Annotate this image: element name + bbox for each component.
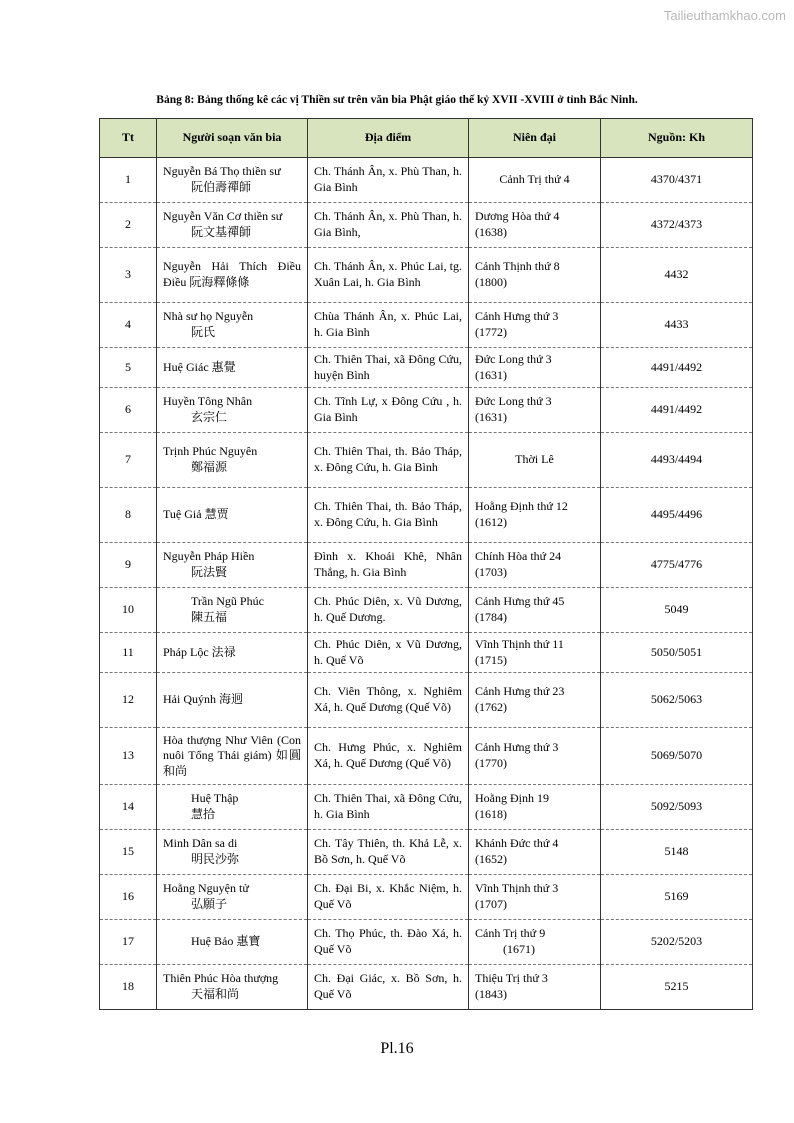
cell-author [157, 673, 308, 728]
row-number: 12 [122, 692, 134, 707]
source-code: 5148 [664, 844, 689, 859]
author-name: Trịnh Phúc Nguyên [163, 444, 258, 459]
cell-author [157, 588, 308, 633]
source-code: 5062/5063 [650, 692, 703, 707]
author-name: Huệ Thập [191, 791, 239, 806]
cell-tt [100, 488, 157, 543]
era-text: Chính Hòa thứ 24 [475, 549, 562, 564]
cell-author [157, 303, 308, 348]
source-code: 4372/4373 [650, 217, 703, 232]
cell-era [469, 203, 601, 248]
cell-location [308, 588, 469, 633]
cell-tt [100, 920, 157, 965]
table-caption: Bảng 8: Bảng thống kê các vị Thiền sư trên văn bia Phật giáo thế kỷ XVII -XVIII ở tỉnh Bắc Ninh. [156, 94, 638, 106]
cell-tt [100, 830, 157, 875]
thien-su-table [99, 118, 753, 1010]
cell-era [469, 673, 601, 728]
location-text: Ch. Thánh Ân, x. Phúc Lai, tg. Xuân Lai, h. Gia Bình [314, 259, 462, 289]
author-name: Nguyễn Hải Thích Điều Điều [163, 259, 301, 289]
cell-location [308, 488, 469, 543]
cell-tt [100, 965, 157, 1010]
source-code: 4432 [664, 267, 689, 282]
cell-era [469, 158, 601, 203]
cell-era [469, 303, 601, 348]
cell-author [157, 830, 308, 875]
cell-tt [100, 433, 157, 488]
cell-location [308, 673, 469, 728]
row-number: 7 [125, 452, 131, 467]
table-row [100, 588, 753, 633]
author-han: 陳五福 [191, 610, 228, 624]
table-row [100, 830, 753, 875]
cell-era [469, 785, 601, 830]
era-text: Đức Long thứ 3 [475, 394, 552, 409]
author-han: 阮伯壽禪師 [191, 180, 252, 194]
cell-tt [100, 158, 157, 203]
row-number: 18 [122, 979, 134, 994]
location-text: Đình x. Khoái Khê, Nhân Thắng, h. Gia Bình [314, 549, 462, 579]
cell-location [308, 633, 469, 673]
page-number: Pl.16 [380, 1040, 414, 1057]
era-text: Khánh Đức thứ 4 [475, 836, 559, 851]
era-year: (1772) [475, 325, 507, 339]
cell-author [157, 348, 308, 388]
era-text: Cảnh Hưng thứ 3 [475, 740, 559, 755]
watermark: Tailieuthamkhao.com [663, 8, 786, 23]
header-tt: Tt [100, 119, 157, 158]
era-text: Hoằng Định thứ 12 [475, 499, 568, 514]
cell-source [601, 830, 753, 875]
row-number: 15 [122, 844, 134, 859]
cell-source [601, 158, 753, 203]
source-code: 5069/5070 [650, 748, 703, 763]
location-text: Ch. Hưng Phúc, x. Nghiêm Xá, h. Quế Dương (Quế Võ) [314, 740, 462, 770]
author-name: Huệ Giác [163, 359, 209, 374]
table-header-row [100, 119, 753, 158]
cell-location [308, 965, 469, 1010]
cell-era [469, 433, 601, 488]
cell-source [601, 728, 753, 785]
cell-era [469, 248, 601, 303]
cell-source [601, 588, 753, 633]
table-row [100, 388, 753, 433]
era-text: Vĩnh Thịnh thứ 3 [475, 881, 559, 896]
era-year: (1612) [475, 515, 507, 529]
era-year: (1631) [475, 410, 507, 424]
era-year: (1784) [475, 610, 507, 624]
cell-location [308, 158, 469, 203]
author-name: Trần Ngũ Phúc [191, 594, 264, 609]
cell-source [601, 303, 753, 348]
cell-author [157, 543, 308, 588]
cell-source [601, 388, 753, 433]
row-number: 17 [122, 934, 134, 949]
source-code: 5215 [664, 979, 689, 994]
cell-era [469, 965, 601, 1010]
author-han: 阮海釋條條 [189, 275, 250, 289]
era-text: Cảnh Hưng thứ 23 [475, 684, 565, 699]
table-row [100, 673, 753, 728]
row-number: 13 [122, 748, 134, 763]
table-row [100, 728, 753, 785]
row-number: 3 [125, 267, 131, 282]
source-code: 4491/4492 [650, 359, 703, 374]
cell-author [157, 965, 308, 1010]
cell-location [308, 875, 469, 920]
header-era: Niên đại [469, 119, 601, 158]
cell-tt [100, 348, 157, 388]
era-text: Dương Hòa thứ 4 [475, 209, 560, 224]
location-text: Ch. Thiên Thai, th. Bảo Tháp, x. Đông Cứu, h. Gia Bình [314, 499, 462, 529]
location-text: Ch. Thọ Phúc, th. Đào Xá, h. Quế Võ [314, 926, 462, 956]
cell-location [308, 785, 469, 830]
cell-era [469, 633, 601, 673]
cell-source [601, 875, 753, 920]
era-year: (1631) [475, 367, 507, 382]
cell-source [601, 673, 753, 728]
author-han: 弘願子 [191, 897, 228, 911]
era-year: (1652) [475, 852, 507, 866]
cell-era [469, 588, 601, 633]
row-number: 14 [122, 799, 134, 814]
table-row [100, 965, 753, 1010]
location-text: Ch. Viên Thông, x. Nghiêm Xá, h. Quế Dương (Quế Võ) [314, 684, 462, 714]
cell-author [157, 728, 308, 785]
author-han: 鄭福源 [191, 460, 228, 474]
row-number: 9 [125, 557, 131, 572]
cell-era [469, 875, 601, 920]
row-number: 1 [125, 172, 131, 187]
source-code: 5169 [664, 889, 689, 904]
author-name: Thiên Phúc Hòa thượng [163, 971, 279, 986]
table-row [100, 348, 753, 388]
source-code: 5050/5051 [650, 644, 703, 659]
cell-source [601, 965, 753, 1010]
cell-era [469, 488, 601, 543]
cell-source [601, 488, 753, 543]
table-row [100, 158, 753, 203]
era-year: (1843) [475, 987, 507, 1001]
cell-tt [100, 248, 157, 303]
cell-era [469, 920, 601, 965]
cell-era [469, 543, 601, 588]
author-name: Hải Quýnh [163, 692, 216, 707]
era-year: (1707) [475, 897, 507, 911]
table-row [100, 248, 753, 303]
author-han: 慧贾 [204, 507, 229, 522]
cell-tt [100, 203, 157, 248]
location-text: Ch. Tây Thiên, th. Khả Lễ, x. Bồ Sơn, h. Quế Võ [314, 836, 462, 866]
author-name: Huyền Tông Nhân [163, 394, 253, 409]
row-number: 8 [125, 507, 131, 522]
location-text: Ch. Thiên Thai, xã Đông Cứu, h. Gia Bình [314, 791, 462, 821]
row-number: 10 [122, 602, 134, 617]
source-code: 5049 [664, 602, 689, 617]
cell-location [308, 388, 469, 433]
author-han: 明民沙弥 [191, 852, 240, 866]
era-year: (1638) [475, 225, 507, 239]
era-year: (1800) [475, 275, 507, 289]
cell-location [308, 203, 469, 248]
cell-author [157, 433, 308, 488]
cell-source [601, 348, 753, 388]
era-year: (1715) [475, 652, 507, 667]
cell-location [308, 920, 469, 965]
author-han: 阮氏 [191, 325, 216, 339]
location-text: Ch. Thánh Ân, x. Phù Than, h. Gia Bình, [314, 209, 462, 239]
era-year: (1770) [475, 756, 507, 770]
cell-author [157, 488, 308, 543]
row-number: 11 [122, 644, 134, 659]
author-han: 天福和尚 [191, 987, 240, 1001]
cell-era [469, 830, 601, 875]
era-text: Cảnh Hưng thứ 45 [475, 594, 565, 609]
table-row [100, 433, 753, 488]
author-han: 慧拾 [191, 807, 216, 821]
table-row [100, 785, 753, 830]
era-year: (1618) [475, 807, 507, 821]
header-author: Người soạn văn bia [157, 119, 308, 158]
era-text: Cảnh Trị thứ 4 [499, 172, 570, 187]
era-text: Cảnh Trị thứ 9 [475, 926, 546, 941]
cell-tt [100, 303, 157, 348]
author-name: Hòa thượng Như Viên (Con nuôi Tổng Thái giám) [163, 732, 301, 763]
cell-tt [100, 633, 157, 673]
cell-location [308, 248, 469, 303]
cell-source [601, 543, 753, 588]
cell-author [157, 875, 308, 920]
author-name: Minh Dân sa di [163, 836, 238, 851]
cell-author [157, 388, 308, 433]
era-text: Vĩnh Thịnh thứ 11 [475, 636, 564, 651]
location-text: Ch. Tĩnh Lự, x Đông Cứu , h. Gia Bình [314, 394, 462, 424]
row-number: 16 [122, 889, 134, 904]
cell-tt [100, 673, 157, 728]
location-text: Ch. Thiên Thai, xã Đông Cứu, huyện Bình [314, 351, 462, 382]
source-code: 4491/4492 [650, 402, 703, 417]
cell-author [157, 203, 308, 248]
cell-author [157, 920, 308, 965]
cell-tt [100, 875, 157, 920]
era-text: Đức Long thứ 3 [475, 351, 552, 366]
cell-source [601, 203, 753, 248]
cell-location [308, 348, 469, 388]
cell-era [469, 388, 601, 433]
author-name: Nhà sư họ Nguyễn [163, 309, 254, 324]
author-han: 阮文基禪師 [191, 225, 252, 239]
author-name: Pháp Lộc [163, 644, 209, 659]
cell-author [157, 248, 308, 303]
table-row [100, 633, 753, 673]
source-code: 5092/5093 [650, 799, 703, 814]
cell-location [308, 728, 469, 785]
author-han: 惠寶 [236, 934, 261, 949]
author-han: 海迥 [219, 692, 244, 707]
location-text: Ch. Thánh Ân, x. Phù Than, h. Gia Bình [314, 164, 462, 194]
source-code: 5202/5203 [650, 934, 703, 949]
location-text: Ch. Thiên Thai, th. Bảo Tháp, x. Đông Cứu, h. Gia Bình [314, 444, 462, 474]
location-text: Ch. Đại Giác, x. Bồ Sơn, h. Quế Võ [314, 971, 462, 1001]
cell-tt [100, 785, 157, 830]
era-year: (1703) [475, 565, 507, 579]
cell-era [469, 728, 601, 785]
cell-source [601, 248, 753, 303]
cell-source [601, 433, 753, 488]
author-han: 玄宗仁 [191, 410, 228, 424]
author-han: 法禄 [211, 644, 236, 659]
row-number: 4 [125, 317, 131, 332]
author-han: 阮法賢 [191, 565, 228, 579]
source-code: 4493/4494 [650, 452, 703, 467]
cell-location [308, 830, 469, 875]
location-text: Chùa Thánh Ân, x. Phúc Lai, h. Gia Bình [314, 309, 462, 339]
era-text: Thiệu Trị thứ 3 [475, 971, 548, 986]
author-name: Hoằng Nguyện tử [163, 881, 249, 896]
cell-tt [100, 388, 157, 433]
source-code: 4433 [664, 317, 689, 332]
row-number: 5 [125, 359, 131, 374]
era-text: Cảnh Thịnh thứ 8 [475, 259, 560, 274]
cell-source [601, 785, 753, 830]
cell-location [308, 543, 469, 588]
header-source: Nguồn: Kh [601, 119, 753, 158]
cell-source [601, 633, 753, 673]
source-code: 4495/4496 [650, 507, 703, 522]
source-code: 4370/4371 [650, 172, 703, 187]
table-row [100, 875, 753, 920]
table-row [100, 920, 753, 965]
location-text: Ch. Phúc Diên, x Vũ Dương, h. Quế Võ [314, 636, 462, 667]
cell-author [157, 158, 308, 203]
era-text: Hoằng Định 19 [475, 791, 549, 806]
cell-author [157, 633, 308, 673]
source-code: 4775/4776 [650, 557, 703, 572]
row-number: 6 [125, 402, 131, 417]
table-row [100, 543, 753, 588]
era-text: Thời Lê [515, 452, 554, 467]
author-name: Tuệ Giả [163, 507, 202, 522]
author-han: 如圓和尚 [163, 748, 301, 778]
author-name: Nguyễn Pháp Hiền [163, 549, 255, 564]
cell-tt [100, 728, 157, 785]
row-number: 2 [125, 217, 131, 232]
header-location: Địa điểm [308, 119, 469, 158]
location-text: Ch. Đại Bi, x. Khắc Niệm, h. Quế Võ [314, 881, 462, 911]
location-text: Ch. Phúc Diên, x. Vũ Dương, h. Quế Dương. [314, 594, 462, 624]
era-text: Cảnh Hưng thứ 3 [475, 309, 559, 324]
era-year: (1671) [503, 942, 535, 956]
cell-location [308, 303, 469, 348]
table-row [100, 203, 753, 248]
cell-tt [100, 588, 157, 633]
cell-source [601, 920, 753, 965]
table-row [100, 488, 753, 543]
table-row [100, 303, 753, 348]
era-year: (1762) [475, 700, 507, 714]
cell-author [157, 785, 308, 830]
author-name: Nguyễn Bá Thọ thiền sư [163, 164, 281, 179]
cell-tt [100, 543, 157, 588]
author-han: 惠覺 [211, 359, 236, 374]
cell-era [469, 348, 601, 388]
cell-location [308, 433, 469, 488]
author-name: Huệ Bảo [191, 934, 234, 949]
author-name: Nguyễn Văn Cơ thiền sư [163, 209, 283, 224]
